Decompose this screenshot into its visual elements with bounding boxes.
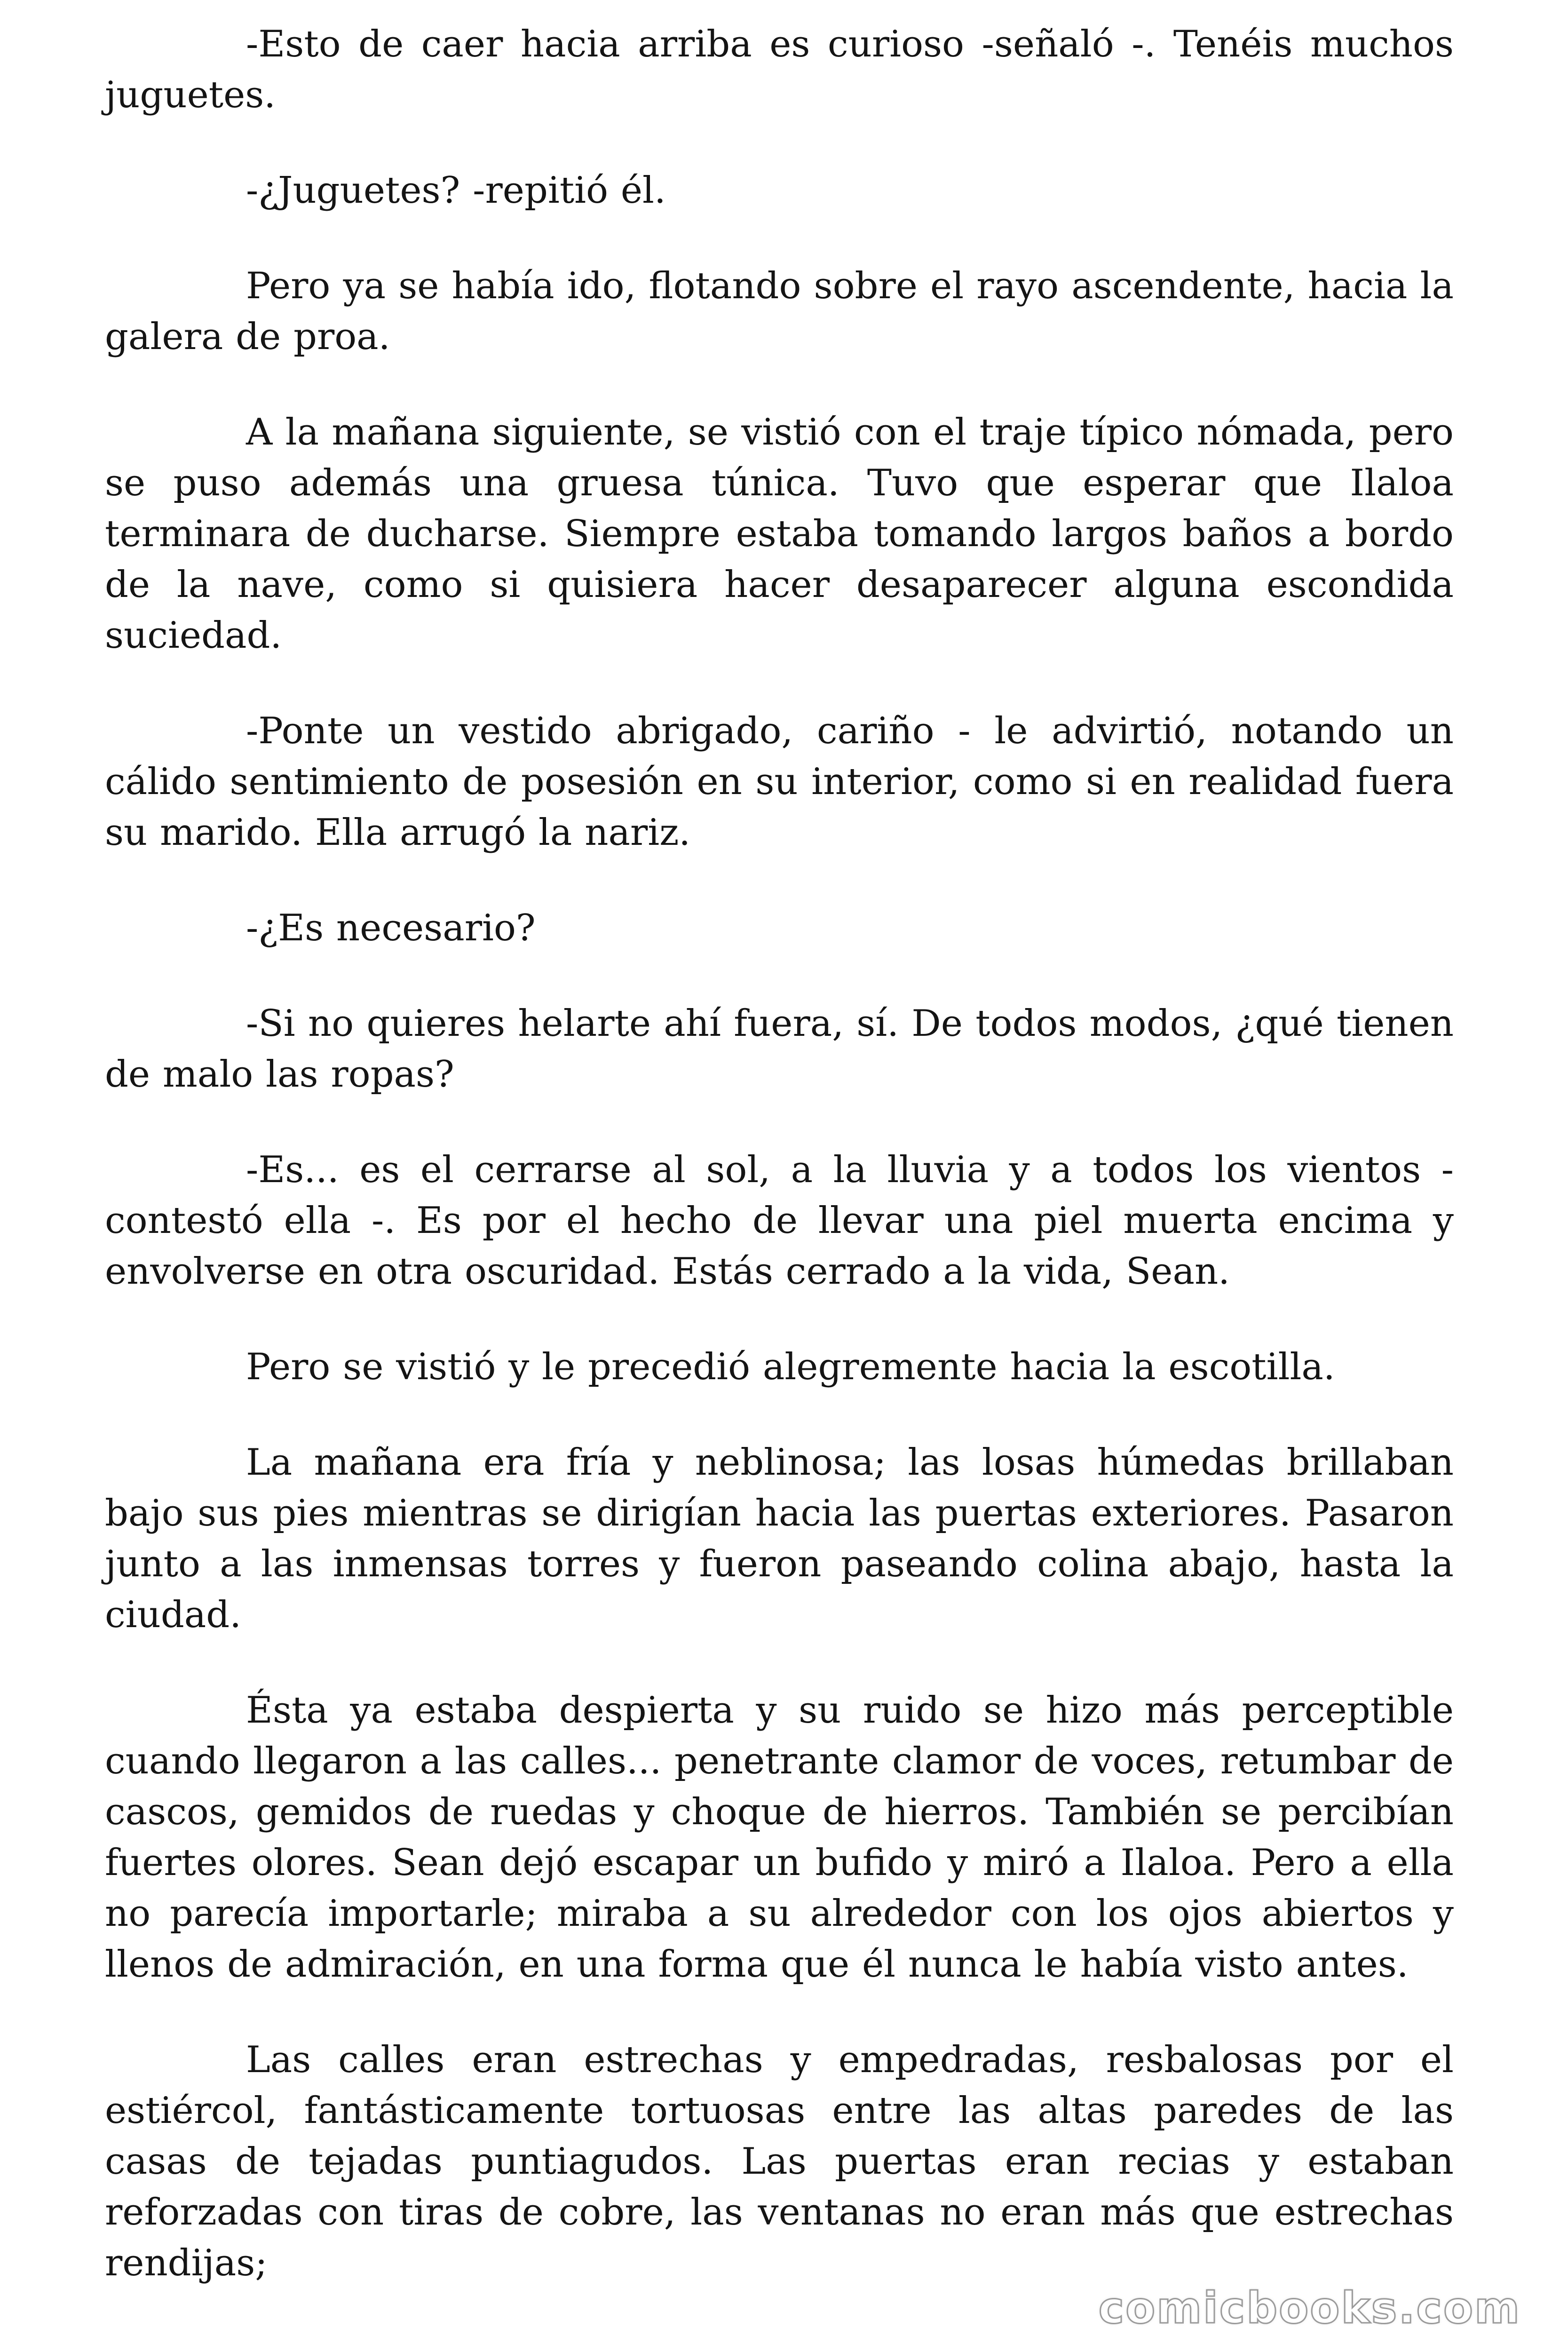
watermark-logo: comicbooks.com xyxy=(1098,2283,1521,2333)
paragraph: Pero ya se había ido, flotando sobre el rayo ascendente, hacia la galera de proa. xyxy=(105,265,1454,358)
paragraph: -¿Juguetes? -repitió él. xyxy=(246,169,666,212)
paragraph: -Esto de caer hacia arriba es curioso -señaló -. Tenéis muchos juguetes. xyxy=(105,23,1454,116)
paragraph: -Es... es el cerrarse al sol, a la lluvia y a todos los vientos - contestó ella -. Es por el hecho de llevar una piel muerta encima y envolverse en otra oscuridad. Estás cerrado a la vida, Sean. xyxy=(105,1149,1454,1293)
paragraph: -Si no quieres helarte ahí fuera, sí. De todos modos, ¿qué tienen de malo las ropas? xyxy=(105,1002,1454,1096)
paragraph: A la mañana siguiente, se vistió con el traje típico nómada, pero se puso además una gruesa túnica. Tuvo que esperar que Ilaloa terminara de ducharse. Siempre estaba tomando largos baños a bordo de la nave, como si quisiera hacer desaparecer alguna escondida suciedad. xyxy=(105,411,1454,657)
paragraph: La mañana era fría y neblinosa; las losas húmedas brillaban bajo sus pies mientras se dirigían hacia las puertas exteriores. Pasaron junto a las inmensas torres y fueron paseando colina abajo, hasta la ciudad. xyxy=(105,1441,1454,1636)
document-page xyxy=(105,19,1454,2333)
paragraph: Ésta ya estaba despierta y su ruido se hizo más perceptible cuando llegaron a las calles... penetrante clamor de voces, retumbar de cascos, gemidos de ruedas y choque de hierros. También se percibían fuertes olores. Sean dejó escapar un bufido y miró a Ilaloa. Pero a ella no parecía importarle; miraba a su alrededor con los ojos abiertos y llenos de admiración, en una forma que él nunca le había visto antes. xyxy=(105,1689,1454,1986)
paragraph: -¿Es necesario? xyxy=(246,907,536,949)
paragraph: Las calles eran estrechas y empedradas, resbalosas por el estiércol, fantásticamente tortuosas entre las altas paredes de las casas de tejadas puntiagudos. Las puertas eran recias y estaban reforzadas con tiras de cobre, las ventanas no eran más que estrechas rendijas; xyxy=(105,2039,1454,2284)
paragraph: Pero se vistió y le precedió alegremente hacia la escotilla. xyxy=(246,1346,1335,1388)
paragraph: -Ponte un vestido abrigado, cariño - le advirtió, notando un cálido sentimiento de posesión en su interior, como si en realidad fuera su marido. Ella arrugó la nariz. xyxy=(105,710,1454,854)
